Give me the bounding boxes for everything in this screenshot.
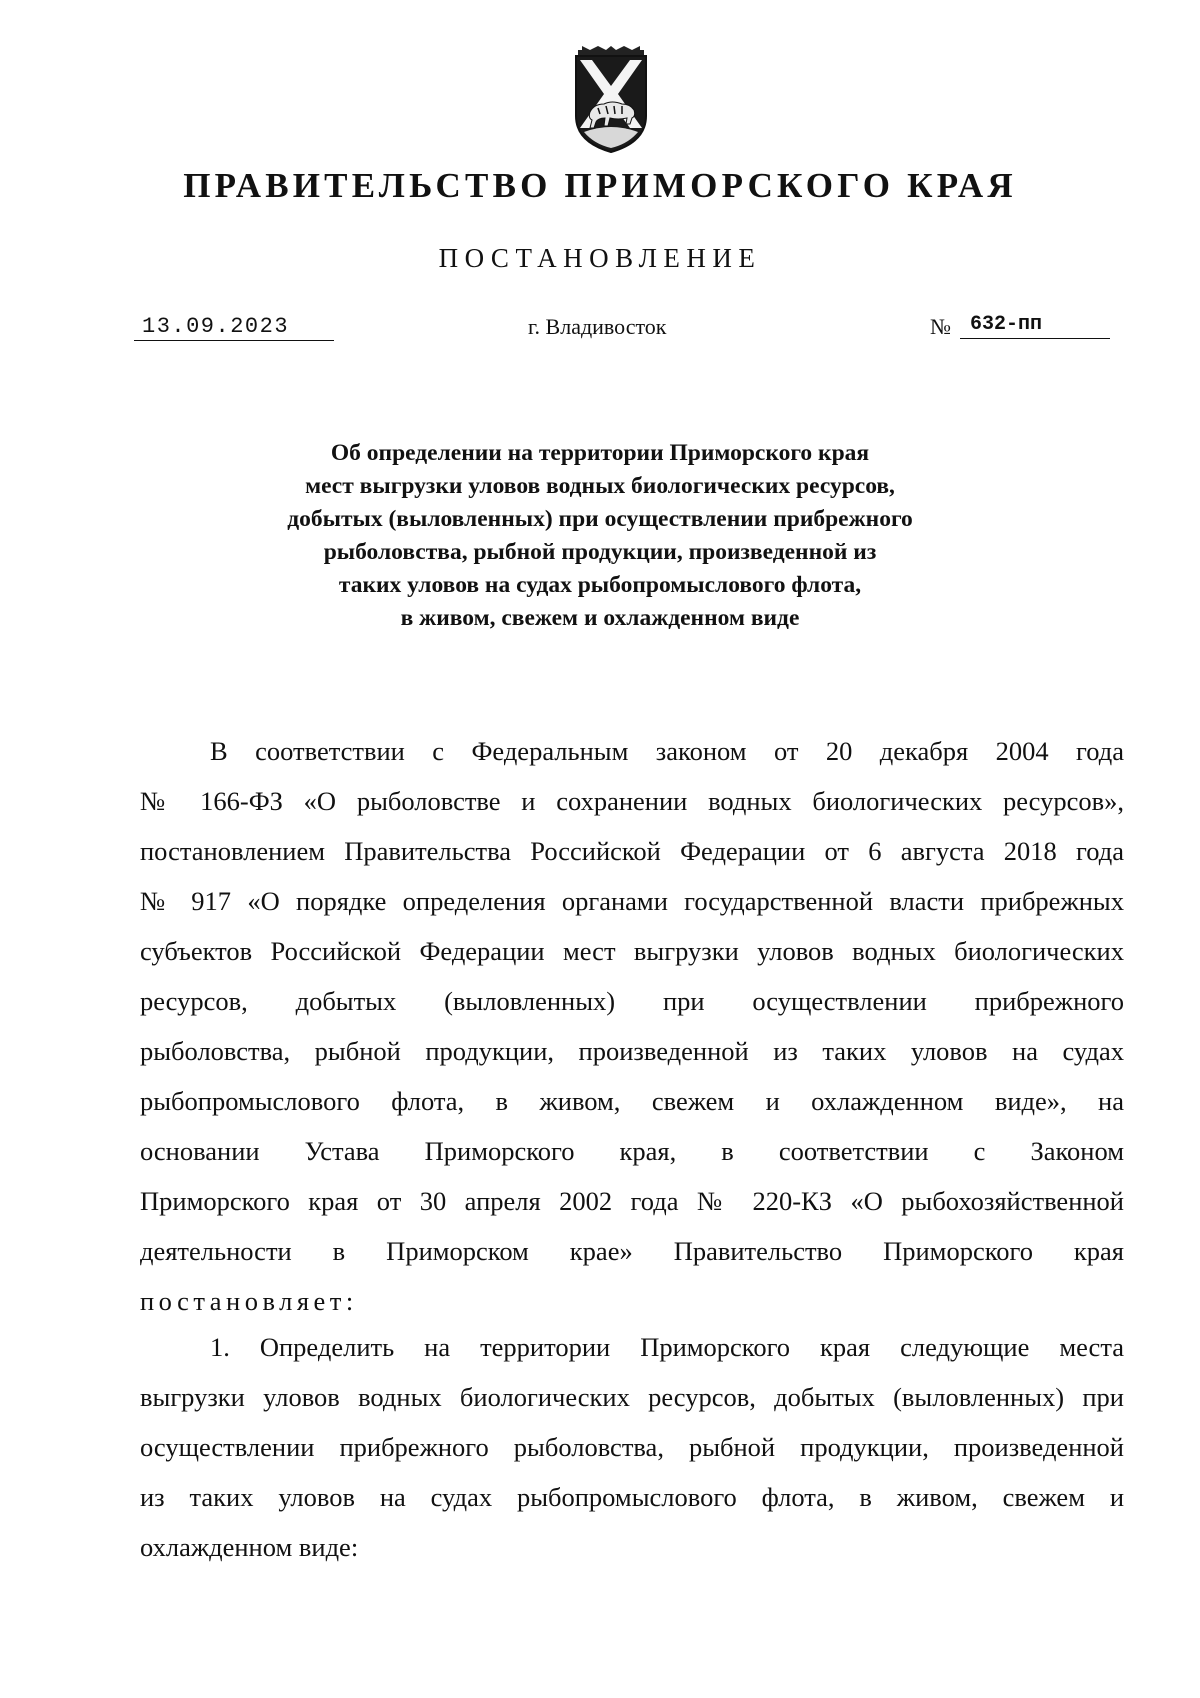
text-line: деятельности в Приморском крае» Правительство Приморского края (140, 1236, 1124, 1266)
text-line: постановлением Правительства Российской Федерации от 6 августа 2018 года (140, 836, 1124, 866)
text-line: № 917 «О порядке определения органами государственной власти прибрежных (140, 886, 1124, 916)
text-line: № 166-ФЗ «О рыболовстве и сохранении водных биологических ресурсов», (140, 786, 1124, 816)
heading-line: мест выгрузки уловов водных биологических ресурсов, (305, 473, 895, 499)
text-line: ресурсов, добытых (выловленных) при осуществлении прибрежного (140, 986, 1124, 1016)
text-line: субъектов Российской Федерации мест выгрузки уловов водных биологических (140, 936, 1124, 966)
preamble-paragraph (140, 726, 1124, 1326)
text-line: 1. Определить на территории Приморского края следующие места (210, 1332, 1124, 1362)
document-type: ПОСТАНОВЛЕНИЕ (438, 243, 762, 273)
heading-line: добытых (выловленных) при осуществлении прибрежного (287, 506, 913, 532)
resolution-word: постановляет: (140, 1286, 358, 1316)
document-city: г. Владивосток (528, 314, 667, 339)
coat-of-arms-icon (572, 46, 650, 154)
item-1-paragraph (140, 1322, 1124, 1572)
text-line: рыболовства, рыбной продукции, произведенной из таких уловов на судах (140, 1036, 1124, 1066)
heading-line: рыболовства, рыбной продукции, произведенной из (323, 539, 877, 565)
text-line: охлажденном виде: (140, 1532, 359, 1562)
text-line: рыбопромыслового флота, в живом, свежем и охлажденном виде», на (140, 1086, 1124, 1116)
document-meta-row (0, 308, 1200, 348)
text-line: В соответствии с Федеральным законом от 20 декабря 2004 года (210, 736, 1124, 766)
text-line: осуществлении прибрежного рыболовства, рыбной продукции, произведенной (140, 1432, 1124, 1462)
text-line: основании Устава Приморского края, в соответствии с Законом (140, 1136, 1124, 1166)
document-date: 13.09.2023 (134, 314, 334, 341)
document-number-label: № (930, 314, 951, 339)
heading-line: в живом, свежем и охлажденном виде (400, 605, 800, 631)
text-line: из таких уловов на судах рыбопромыслового флота, в живом, свежем и (140, 1482, 1124, 1512)
heading-line: Об определении на территории Приморского края (330, 440, 870, 466)
text-line: выгрузки уловов водных биологических ресурсов, добытых (выловленных) при (140, 1382, 1124, 1412)
document-heading (180, 437, 1020, 635)
government-title: ПРАВИТЕЛЬСТВО ПРИМОРСКОГО КРАЯ (183, 166, 1017, 205)
heading-line: таких уловов на судах рыбопромыслового флота, (338, 572, 862, 598)
text-line: Приморского края от 30 апреля 2002 года № 220-КЗ «О рыбохозяйственной (140, 1186, 1124, 1216)
document-number: 632-пп (960, 312, 1110, 339)
